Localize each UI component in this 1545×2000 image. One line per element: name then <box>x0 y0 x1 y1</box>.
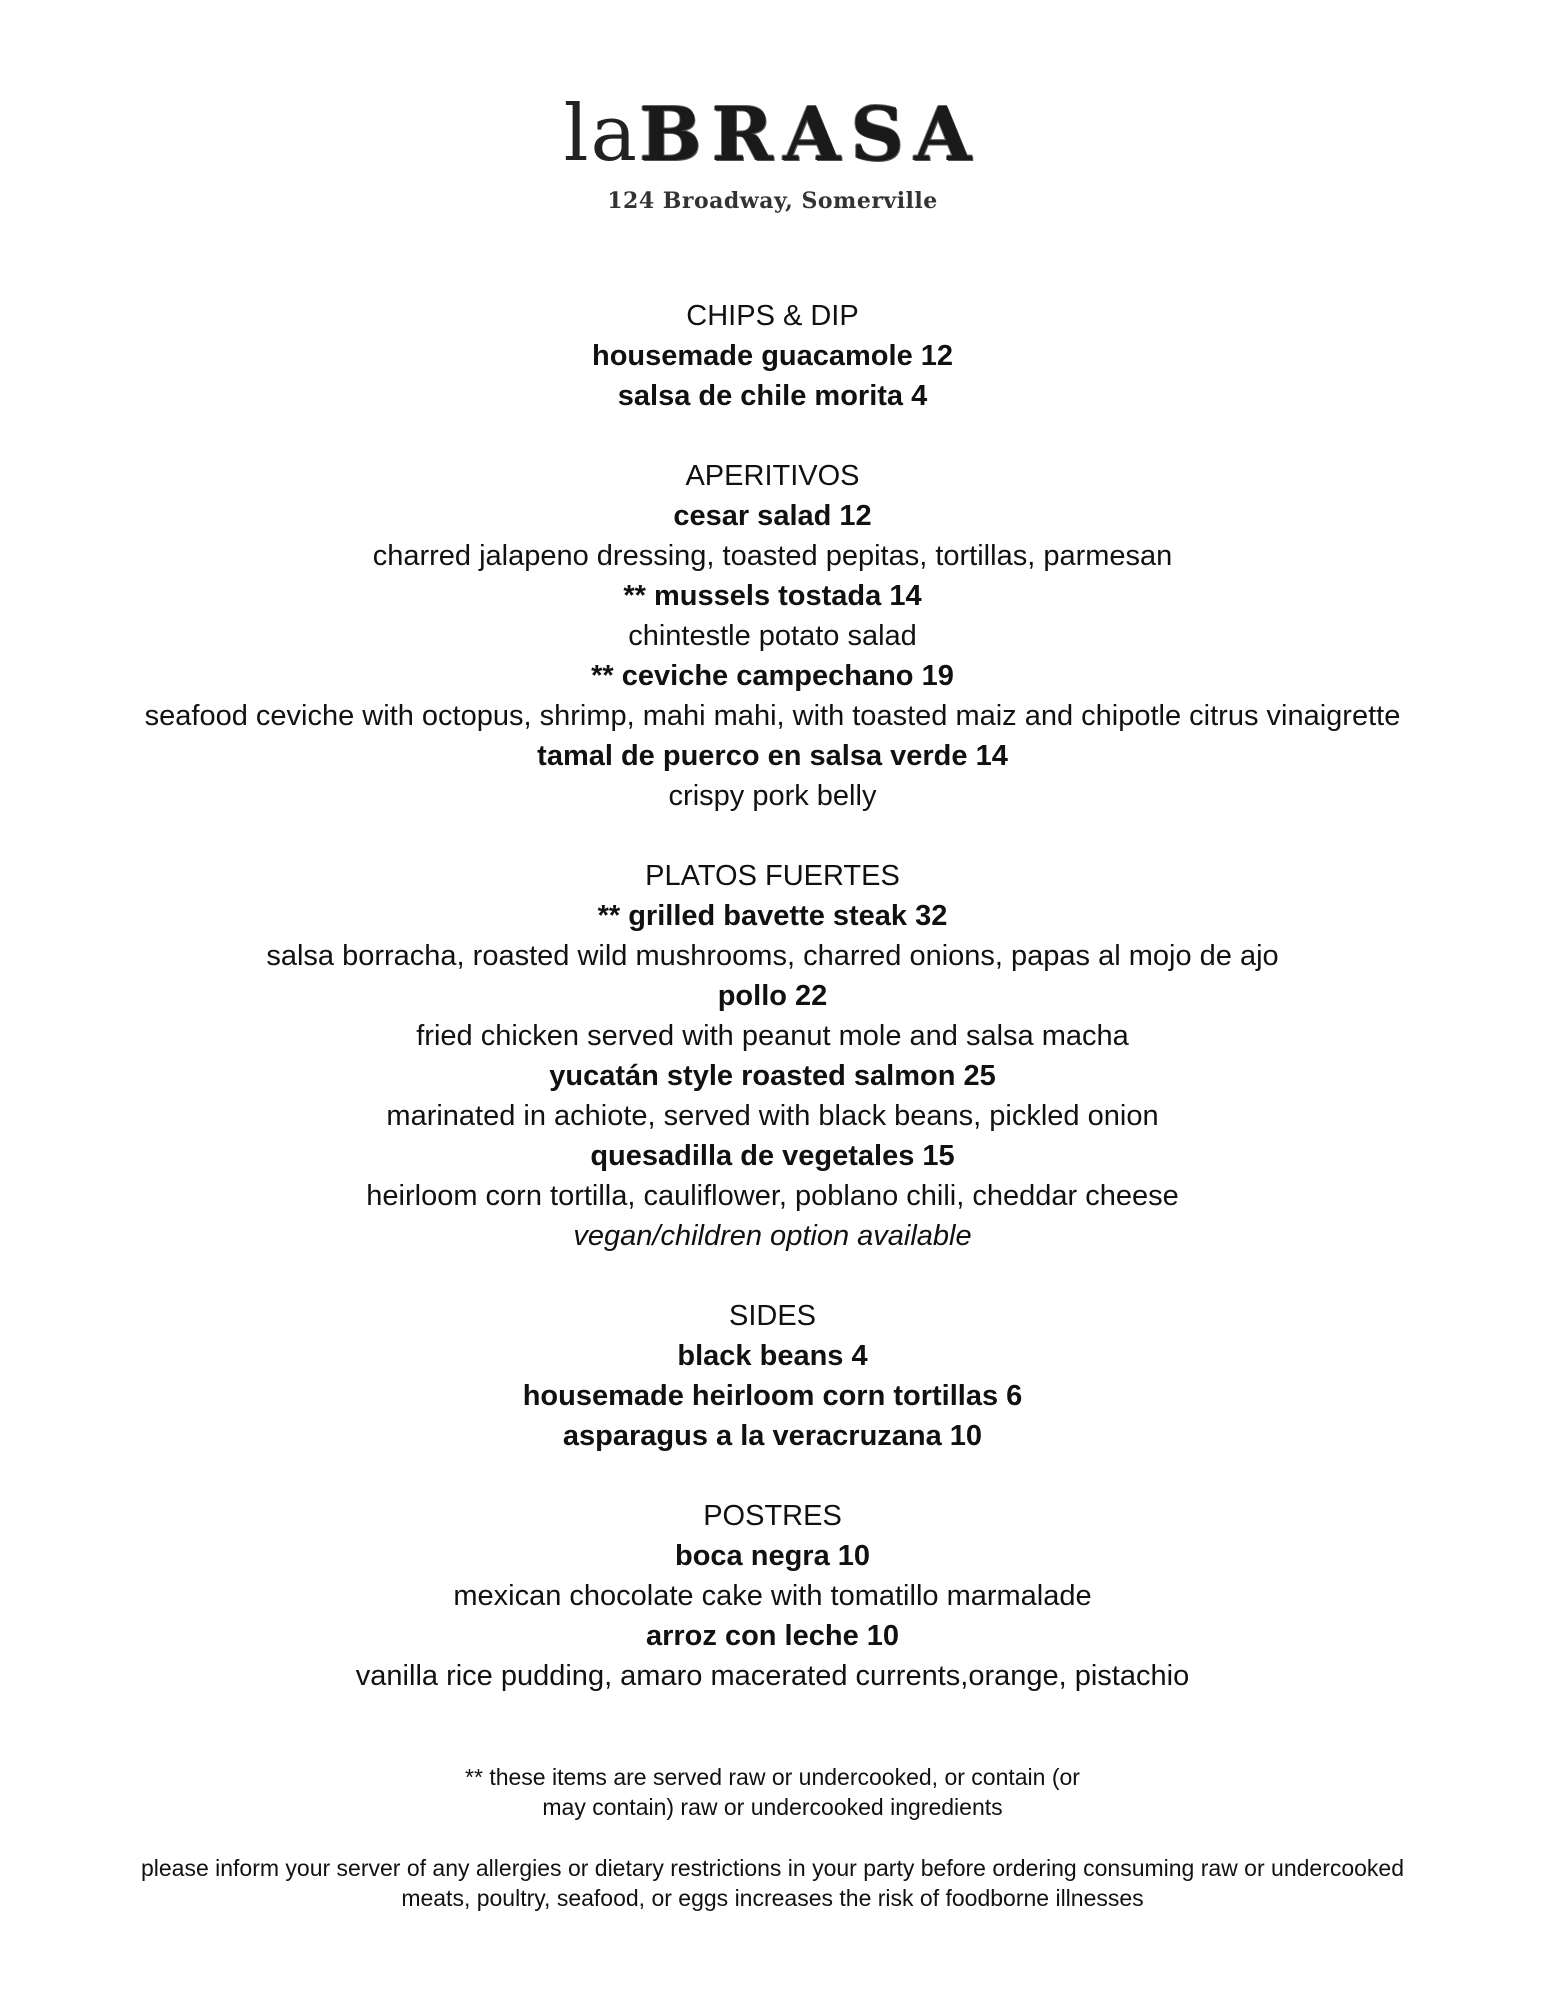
menu-section <box>0 1496 1545 1696</box>
raw-food-footnote <box>0 1762 1545 1822</box>
menu-section <box>0 1296 1545 1456</box>
item-name: housemade heirloom corn tortillas 6 <box>522 1380 1023 1412</box>
item-name: cesar salad 12 <box>673 500 872 532</box>
item-description: heirloom corn tortilla, cauliflower, poblano chili, cheddar cheese <box>366 1180 1179 1212</box>
item-description: marinated in achiote, served with black beans, pickled onion <box>386 1100 1159 1132</box>
item-name: boca negra 10 <box>674 1540 871 1572</box>
section-title: SIDES <box>728 1300 817 1332</box>
disclaimer-line: meats, poultry, seafood, or eggs increases the risk of foodborne illnesses <box>401 1885 1144 1911</box>
menu-section <box>0 296 1545 416</box>
section-title: APERITIVOS <box>685 460 860 492</box>
item-name: quesadilla de vegetales 15 <box>590 1140 955 1172</box>
footnote-line: ** these items are served raw or undercooked, or contain (or <box>465 1764 1080 1790</box>
item-description: chintestle potato salad <box>628 620 917 652</box>
item-name: black beans 4 <box>677 1340 868 1372</box>
disclaimer-line: please inform your server of any allergies or dietary restrictions in your party before ordering consuming raw or undercooked <box>140 1855 1405 1881</box>
item-name: asparagus a la veracruzana 10 <box>562 1420 983 1452</box>
menu-body <box>0 296 1545 1696</box>
restaurant-address: 124 Broadway, Somerville <box>607 188 938 214</box>
section-title: POSTRES <box>703 1500 842 1532</box>
item-description: vanilla rice pudding, amaro macerated currents,orange, pistachio <box>355 1660 1190 1692</box>
menu-section <box>0 856 1545 1256</box>
section-title: CHIPS & DIP <box>686 300 859 332</box>
item-name: yucatán style roasted salmon 25 <box>549 1060 996 1092</box>
menu-section <box>0 456 1545 816</box>
item-description: crispy pork belly <box>668 780 877 812</box>
logo-prefix: la <box>563 89 640 179</box>
item-name: ** grilled bavette steak 32 <box>597 900 948 932</box>
footnote-line: may contain) raw or undercooked ingredients <box>542 1794 1003 1820</box>
item-note: vegan/children option available <box>573 1220 972 1252</box>
item-name: housemade guacamole 12 <box>591 340 954 372</box>
logo-main: BRASA <box>639 92 982 178</box>
item-description: fried chicken served with peanut mole and salsa macha <box>416 1020 1129 1052</box>
item-name: salsa de chile morita 4 <box>617 380 928 412</box>
section-title: PLATOS FUERTES <box>645 860 900 892</box>
item-description: charred jalapeno dressing, toasted pepitas, tortillas, parmesan <box>372 540 1173 572</box>
item-name: ** mussels tostada 14 <box>623 580 922 612</box>
item-name: ** ceviche campechano 19 <box>591 660 954 692</box>
item-name: arroz con leche 10 <box>645 1620 900 1652</box>
restaurant-logo <box>0 89 1545 179</box>
item-name: pollo 22 <box>717 980 828 1012</box>
item-description: salsa borracha, roasted wild mushrooms, charred onions, papas al mojo de ajo <box>266 940 1279 972</box>
allergy-disclaimer <box>0 1853 1545 1913</box>
item-description: mexican chocolate cake with tomatillo marmalade <box>453 1580 1092 1612</box>
item-description: seafood ceviche with octopus, shrimp, mahi mahi, with toasted maiz and chipotle citrus vinaigrette <box>144 700 1401 732</box>
item-name: tamal de puerco en salsa verde 14 <box>537 740 1008 772</box>
